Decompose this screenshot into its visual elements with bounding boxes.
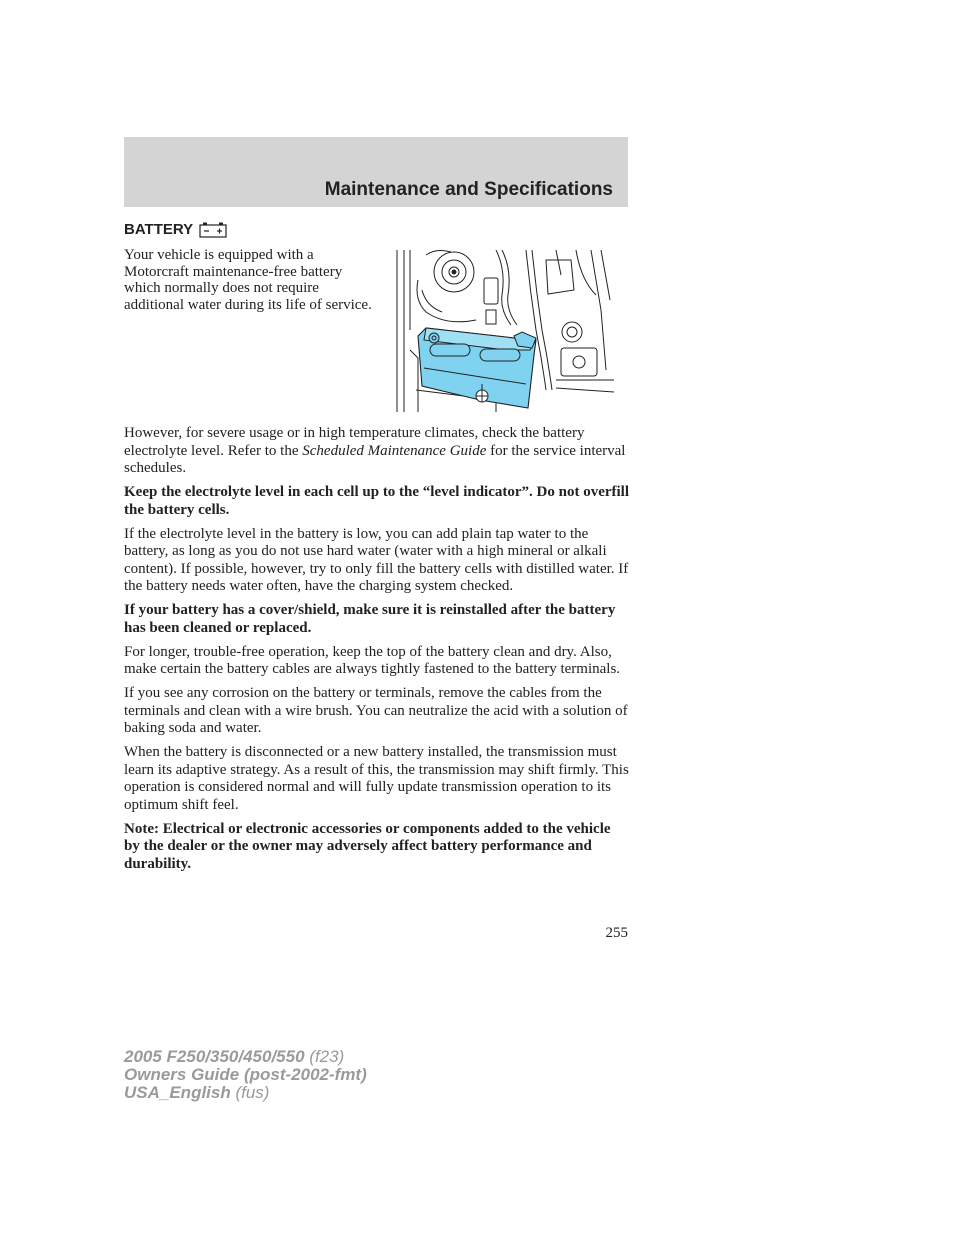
paragraph-transmission: When the battery is disconnected or a new battery installed, the transmission must learn its adaptive strategy. As a result of this, the transmission may shift firmly. This operation is considered normal and will fully update transmission operation to its optimum shift feel. <box>124 744 629 813</box>
footer-line-guide: Owners Guide (post-2002-fmt) <box>124 1065 367 1084</box>
paragraph-cover-shield-warning: If your battery has a cover/shield, make sure it is reinstalled after the battery has been cleaned or replaced. <box>124 602 616 636</box>
engine-compartment-battery-illustration <box>396 250 616 412</box>
document-footer <box>124 1048 367 1102</box>
section-heading-text: BATTERY <box>124 221 194 238</box>
footer-line-language: USA_English (fus) <box>124 1083 270 1102</box>
body-text <box>124 425 630 880</box>
paragraph-accessories-note: Note: Electrical or electronic accessories or components added to the vehicle by the dealer or the owner may adversely affect battery performance and durability. <box>124 820 611 872</box>
page-number: 255 <box>605 925 628 941</box>
section-heading <box>124 221 227 238</box>
chapter-title: Maintenance and Specifications <box>324 179 613 200</box>
paragraph-electrolyte-warning: Keep the electrolyte level in each cell up to the “level indicator”. Do not overfill the battery cells. <box>124 484 630 518</box>
chapter-header-band <box>124 137 628 207</box>
paragraph-severe-usage: However, for severe usage or in high temperature climates, check the battery electrolyte level. Refer to the Scheduled Maintenance Guide for the service interval schedules. <box>124 425 626 476</box>
intro-paragraph: Your vehicle is equipped with a Motorcraft maintenance-free battery which normally does not require additional water during its life of service. <box>124 247 372 313</box>
paragraph-tap-water: If the electrolyte level in the battery is low, you can add plain tap water to the battery, as long as you do not use hard water (water with a high mineral or alkali content). If possible, however, try to only fill the battery cells with distilled water. If the battery needs water often, have the charging system checked. <box>124 525 629 594</box>
paragraph-corrosion: If you see any corrosion on the battery or terminals, remove the cables from the terminals and clean with a wire brush. You can neutralize the acid with a solution of baking soda and water. <box>124 685 628 736</box>
paragraph-clean-dry: For longer, trouble-free operation, keep the top of the battery clean and dry. Also, make certain the battery cables are always tightly fastened to the battery terminals. <box>124 643 621 677</box>
footer-line-model: 2005 F250/350/450/550 (f23) <box>124 1047 345 1066</box>
battery-icon <box>199 222 227 238</box>
scheduled-maintenance-guide-reference: Scheduled Maintenance Guide <box>302 442 487 459</box>
